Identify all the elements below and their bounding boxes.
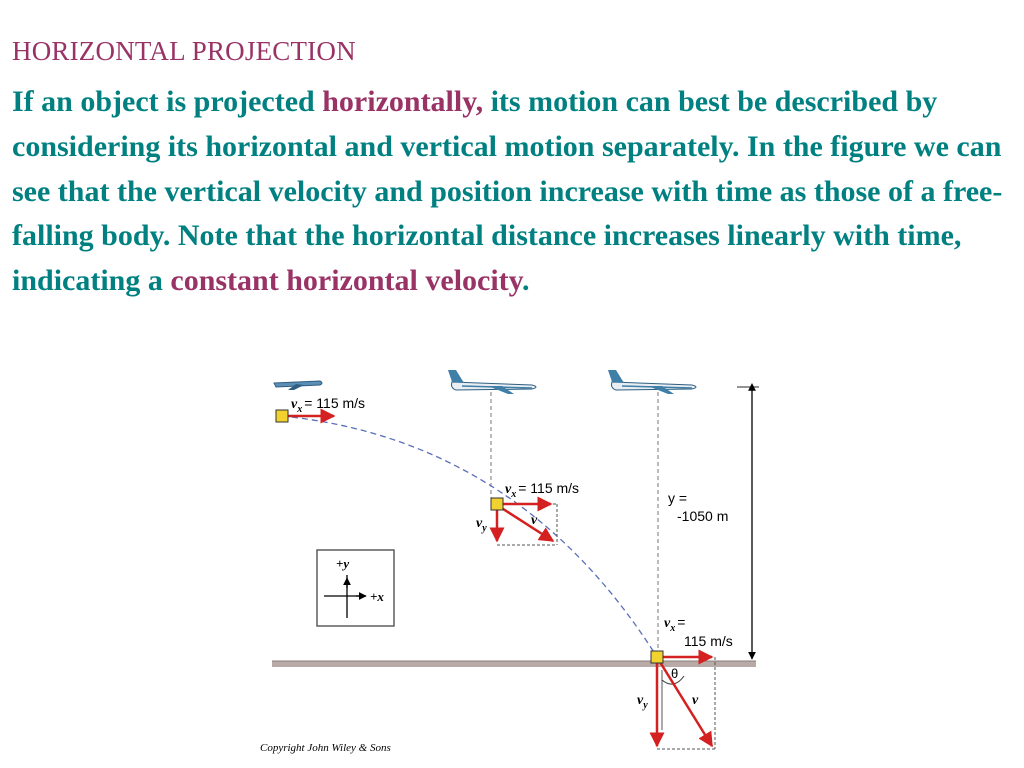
vx-label-3: $v_x$ = (664, 614, 686, 634)
v-label-3: v (692, 693, 699, 708)
vx-label-2: $v_x = 115$ m/s (505, 480, 580, 500)
vx-value-3: 115 m/s (684, 633, 733, 649)
y-label-1: y = (668, 490, 688, 506)
slide-title: HORIZONTAL PROJECTION (12, 36, 356, 66)
highlight-horizontally: horizontally, (322, 85, 484, 118)
axes-legend (317, 550, 394, 626)
theta-label: θ (671, 666, 679, 681)
airplane-icon (448, 370, 536, 394)
vx-label-1: $v_x = 115$ m/s (291, 395, 366, 415)
highlight-constant-velocity: constant horizontal velocity (170, 264, 523, 298)
body-text-lead: If an object is projected (12, 85, 323, 118)
axis-plus-x-label: +x (370, 589, 384, 604)
vy-label-3: $v_y$ (637, 693, 648, 711)
body-text-middle: its motion can best be described by considering its horizontal and vertical motion separately. In the figure we can see that the vertical velocity and position increase with time as those of a free-falling body. Note that the horizontal distance increases linearly with time, indicating a (12, 85, 1003, 298)
airplane-icon (608, 370, 696, 394)
axis-plus-y-label: +y (336, 556, 350, 571)
y-label-2: -1050 m (677, 508, 729, 524)
package-position-1 (276, 410, 334, 422)
package-position-2 (491, 498, 558, 545)
vy-label-2: $v_y$ (476, 516, 487, 534)
body-text-end: . (522, 264, 530, 298)
v-label-2: v (531, 513, 538, 528)
ground (272, 661, 756, 667)
copyright-text: Copyright John Wiley & Sons (260, 742, 391, 754)
height-dimension (737, 387, 759, 659)
airplane-icon (274, 381, 322, 390)
